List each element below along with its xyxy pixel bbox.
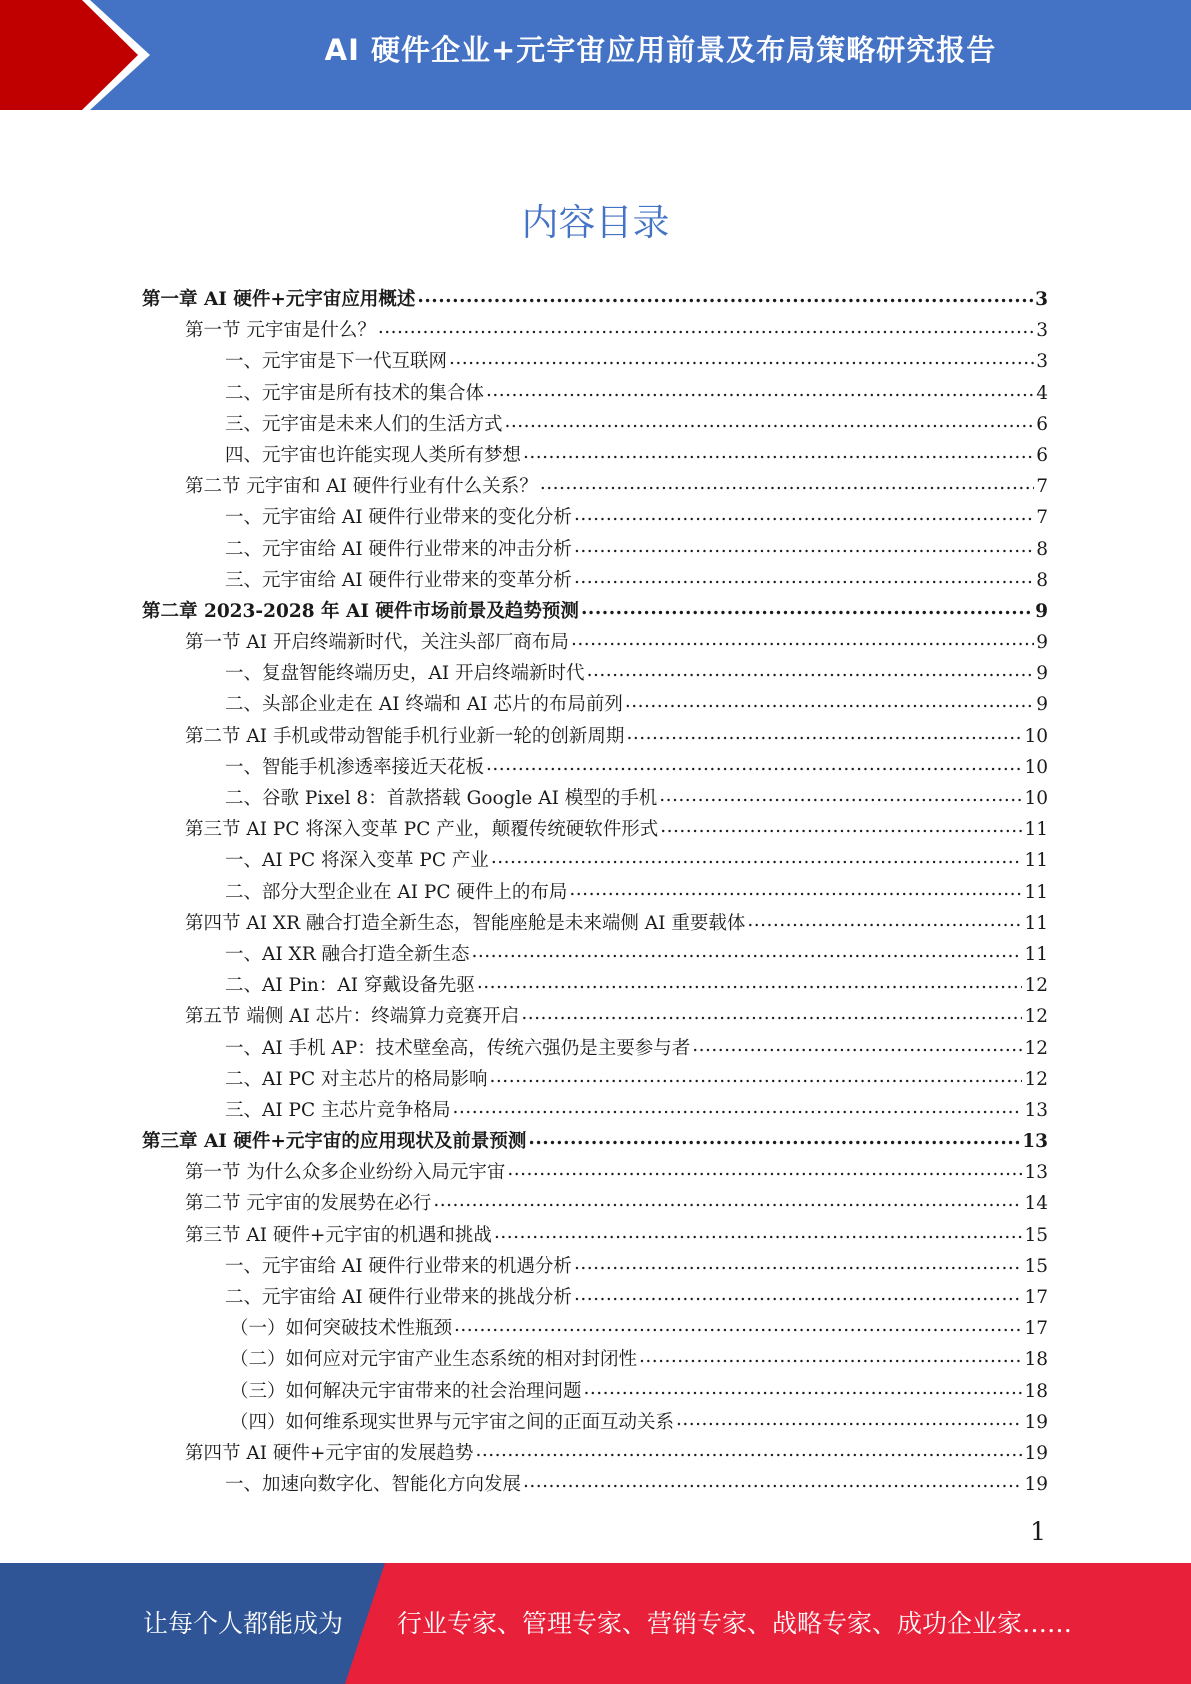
toc-dot-leader <box>486 754 1022 773</box>
toc-entry-page: 10 <box>1024 725 1048 747</box>
toc-entry-page: 9 <box>1036 632 1048 654</box>
toc-entry[interactable] <box>142 379 1048 410</box>
toc-dot-leader <box>626 723 1022 742</box>
toc-dot-leader <box>521 1004 1022 1023</box>
toc-entry-page: 18 <box>1024 1380 1048 1402</box>
toc-dot-leader <box>639 1347 1022 1366</box>
header-band <box>0 0 1191 110</box>
toc-entry[interactable] <box>142 722 1048 753</box>
toc-dot-leader <box>433 1191 1022 1210</box>
toc-entry[interactable] <box>142 846 1048 877</box>
toc-entry-label: 第二节 元宇宙和 AI 硬件行业有什么关系？ <box>185 476 538 498</box>
toc-dot-leader <box>581 598 1033 617</box>
toc-entry-page: 3 <box>1036 320 1048 342</box>
toc-entry-page: 14 <box>1024 1193 1048 1215</box>
toc-entry-page: 13 <box>1024 1099 1048 1121</box>
toc-entry[interactable] <box>142 628 1048 659</box>
toc-entry[interactable] <box>142 503 1048 534</box>
toc-entry[interactable] <box>142 1314 1048 1345</box>
toc-title: 内容目录 <box>521 201 670 244</box>
toc-entry-page: 12 <box>1024 975 1048 997</box>
toc-entry-label: 四、元宇宙也许能实现人类所有梦想 <box>225 444 522 466</box>
toc-list <box>142 285 1048 1501</box>
toc-dot-leader <box>507 1160 1022 1179</box>
toc-entry-label: 第二章 2023-2028 年 AI 硬件市场前景及趋势预测 <box>142 600 579 622</box>
toc-entry-label: 第五节 端侧 AI 芯片：终端算力竞赛开启 <box>185 1006 520 1028</box>
toc-dot-leader <box>584 1378 1023 1397</box>
toc-entry-page: 3 <box>1035 289 1048 310</box>
toc-dot-leader <box>453 1097 1023 1116</box>
toc-entry-label: 二、元宇宙给 AI 硬件行业带来的冲击分析 <box>225 538 572 560</box>
toc-entry[interactable] <box>142 1252 1048 1283</box>
toc-dot-leader <box>378 318 1034 337</box>
toc-dot-leader <box>491 848 1023 867</box>
toc-entry-label: 第一节 AI 开启终端新时代，关注头部厂商布局 <box>185 632 569 654</box>
toc-dot-leader <box>574 536 1034 555</box>
footer-band <box>0 1563 1191 1684</box>
toc-dot-leader <box>486 380 1034 399</box>
toc-entry-page: 6 <box>1036 444 1048 466</box>
toc-dot-leader <box>449 349 1034 368</box>
toc-entry[interactable] <box>142 878 1048 909</box>
toc-dot-leader <box>523 442 1034 461</box>
toc-entry-page: 17 <box>1024 1287 1048 1308</box>
toc-entry-page: 15 <box>1024 1255 1048 1277</box>
toc-entry-label: 三、元宇宙给 AI 硬件行业带来的变革分析 <box>225 569 572 591</box>
toc-entry-label: 一、复盘智能终端历史，AI 开启终端新时代 <box>225 663 585 685</box>
toc-entry-label: （一）如何突破技术性瓶颈 <box>230 1318 453 1340</box>
toc-entry[interactable] <box>142 940 1048 971</box>
toc-entry-label: 二、元宇宙给 AI 硬件行业带来的挑战分析 <box>225 1287 572 1308</box>
toc-entry-label: 一、AI 手机 AP：技术壁垒高，传统六强仍是主要参与者 <box>225 1037 691 1059</box>
toc-entry[interactable] <box>142 472 1048 503</box>
toc-entry[interactable] <box>142 753 1048 784</box>
toc-entry[interactable] <box>142 1470 1048 1501</box>
toc-dot-leader <box>587 661 1035 680</box>
toc-entry-label: 一、元宇宙是下一代互联网 <box>225 351 448 373</box>
toc-entry-label: 第四节 AI XR 融合打造全新生态，智能座舱是未来端侧 AI 重要载体 <box>185 912 746 934</box>
toc-entry[interactable] <box>142 347 1048 378</box>
toc-entry-label: 第三节 AI PC 将深入变革 PC 产业，颠覆传统硬软件形式 <box>185 819 659 841</box>
toc-entry[interactable] <box>142 909 1048 940</box>
toc-entry-page: 19 <box>1024 1442 1048 1464</box>
toc-entry[interactable] <box>142 1221 1048 1252</box>
toc-entry-label: 二、谷歌 Pixel 8：首款搭载 Google AI 模型的手机 <box>225 788 658 809</box>
toc-entry-label: 第三章 AI 硬件+元宇宙的应用现状及前景预测 <box>142 1131 527 1153</box>
toc-dot-leader <box>417 287 1033 306</box>
footer-slogan-right: 行业专家、管理专家、营销专家、战略专家、成功企业家…… <box>397 1609 1073 1638</box>
toc-entry-page: 11 <box>1024 819 1048 841</box>
toc-entry[interactable] <box>142 1189 1048 1220</box>
toc-dot-leader <box>659 786 1022 805</box>
toc-entry-label: 第四节 AI 硬件+元宇宙的发展趋势 <box>185 1442 474 1464</box>
toc-entry[interactable] <box>142 971 1048 1002</box>
toc-entry-page: 7 <box>1036 507 1048 529</box>
toc-entry-page: 10 <box>1024 788 1048 809</box>
toc-entry-label: 一、智能手机渗透率接近天花板 <box>225 756 485 778</box>
toc-dot-leader <box>472 941 1023 960</box>
toc-entry-page: 15 <box>1024 1224 1048 1246</box>
toc-entry-page: 3 <box>1036 351 1048 373</box>
toc-entry-label: 第三节 AI 硬件+元宇宙的机遇和挑战 <box>185 1224 492 1246</box>
toc-entry-page: 11 <box>1024 881 1048 903</box>
toc-entry-page: 18 <box>1024 1349 1048 1371</box>
toc-dot-leader <box>454 1316 1022 1335</box>
toc-dot-leader <box>540 474 1034 493</box>
toc-entry-page: 11 <box>1024 943 1048 965</box>
toc-dot-leader <box>569 879 1022 898</box>
toc-entry-page: 6 <box>1036 413 1048 435</box>
toc-entry-page: 12 <box>1024 1037 1048 1059</box>
toc-entry-label: 第二节 AI 手机或带动智能手机行业新一轮的创新周期 <box>185 725 625 747</box>
toc-entry-label: 第一节 为什么众多企业纷纷入局元宇宙 <box>185 1162 506 1184</box>
toc-entry-label: 一、AI PC 将深入变革 PC 产业 <box>225 850 489 872</box>
toc-dot-leader <box>747 910 1022 929</box>
toc-entry[interactable] <box>142 1439 1048 1470</box>
toc-dot-leader <box>625 692 1034 711</box>
toc-dot-leader <box>494 1222 1023 1241</box>
footer-slogan-left: 让每个人都能成为 <box>143 1609 344 1638</box>
toc-entry-page: 8 <box>1036 538 1048 560</box>
toc-entry-label: 二、AI Pin：AI 穿戴设备先驱 <box>225 975 475 997</box>
toc-entry[interactable] <box>142 690 1048 721</box>
toc-dot-leader <box>505 411 1035 430</box>
toc-entry-label: （三）如何解决元宇宙带来的社会治理问题 <box>230 1380 582 1402</box>
toc-entry-page: 12 <box>1024 1068 1048 1090</box>
toc-entry[interactable] <box>142 1034 1048 1065</box>
toc-entry-page: 10 <box>1024 756 1048 778</box>
toc-dot-leader <box>528 1129 1020 1148</box>
toc-entry[interactable] <box>142 1065 1048 1096</box>
toc-entry[interactable] <box>142 1377 1048 1408</box>
toc-entry-label: 第一章 AI 硬件+元宇宙应用概述 <box>142 289 416 310</box>
toc-entry-label: 三、AI PC 主芯片竞争格局 <box>225 1099 451 1121</box>
toc-entry[interactable] <box>142 597 1048 628</box>
toc-entry[interactable] <box>142 316 1048 347</box>
toc-entry[interactable] <box>142 535 1048 566</box>
toc-entry-page: 9 <box>1035 600 1048 622</box>
toc-entry[interactable] <box>142 1408 1048 1439</box>
toc-entry-label: 第一节 元宇宙是什么？ <box>185 320 376 342</box>
toc-dot-leader <box>523 1472 1022 1491</box>
toc-entry[interactable] <box>142 1283 1048 1314</box>
toc-entry[interactable] <box>142 1158 1048 1189</box>
toc-entry-label: 二、元宇宙是所有技术的集合体 <box>225 382 485 404</box>
toc-entry-page: 19 <box>1024 1411 1048 1433</box>
toc-dot-leader <box>574 1253 1023 1272</box>
toc-dot-leader <box>475 1440 1022 1459</box>
toc-dot-leader <box>660 817 1022 836</box>
toc-entry[interactable] <box>142 566 1048 597</box>
toc-dot-leader <box>574 1285 1023 1304</box>
toc-entry-page: 4 <box>1036 382 1048 404</box>
toc-entry[interactable] <box>142 659 1048 690</box>
toc-entry-label: （二）如何应对元宇宙产业生态系统的相对封闭性 <box>230 1349 638 1371</box>
toc-entry-page: 11 <box>1024 912 1048 934</box>
toc-entry-label: 一、元宇宙给 AI 硬件行业带来的变化分析 <box>225 507 572 529</box>
toc-entry[interactable] <box>142 285 1048 316</box>
toc-entry-page: 8 <box>1036 569 1048 591</box>
toc-dot-leader <box>574 567 1034 586</box>
toc-entry[interactable] <box>142 410 1048 441</box>
toc-entry[interactable] <box>142 441 1048 472</box>
toc-entry-page: 13 <box>1024 1162 1048 1184</box>
toc-entry-label: 一、加速向数字化、智能化方向发展 <box>225 1474 522 1496</box>
report-title: AI 硬件企业+元宇宙应用前景及布局策略研究报告 <box>324 33 997 67</box>
toc-entry-label: 第二节 元宇宙的发展势在必行 <box>185 1193 432 1215</box>
toc-entry-page: 19 <box>1024 1474 1048 1496</box>
toc-entry[interactable] <box>142 815 1048 846</box>
toc-dot-leader <box>692 1035 1022 1054</box>
toc-entry[interactable] <box>142 1096 1048 1127</box>
toc-dot-leader <box>571 630 1034 649</box>
toc-entry-label: 二、AI PC 对主芯片的格局影响 <box>225 1068 488 1090</box>
toc-entry-page: 12 <box>1024 1006 1048 1028</box>
toc-dot-leader <box>477 973 1023 992</box>
toc-entry-label: 二、部分大型企业在 AI PC 硬件上的布局 <box>225 881 568 903</box>
toc-entry-label: 一、AI XR 融合打造全新生态 <box>225 943 470 965</box>
toc-entry[interactable] <box>142 1002 1048 1033</box>
toc-entry-page: 7 <box>1036 476 1048 498</box>
toc-entry-label: 一、元宇宙给 AI 硬件行业带来的机遇分析 <box>225 1255 572 1277</box>
toc-entry-label: 三、元宇宙是未来人们的生活方式 <box>225 413 503 435</box>
toc-entry-page: 13 <box>1022 1131 1048 1153</box>
toc-dot-leader <box>574 505 1034 524</box>
toc-entry-label: 二、头部企业走在 AI 终端和 AI 芯片的布局前列 <box>225 694 623 716</box>
toc-entry-page: 9 <box>1036 694 1048 716</box>
toc-entry[interactable] <box>142 784 1048 815</box>
toc-entry-page: 11 <box>1024 850 1048 872</box>
toc-dot-leader <box>676 1409 1022 1428</box>
page-number: 1 <box>1030 1517 1046 1546</box>
header-arrow-icon <box>0 0 150 110</box>
toc-entry-page: 9 <box>1036 663 1048 685</box>
toc-entry[interactable] <box>142 1345 1048 1376</box>
toc-entry[interactable] <box>142 1127 1048 1158</box>
toc-entry-page: 17 <box>1024 1318 1048 1340</box>
toc-entry-label: （四）如何维系现实世界与元宇宙之间的正面互动关系 <box>230 1411 675 1433</box>
toc-dot-leader <box>490 1066 1023 1085</box>
